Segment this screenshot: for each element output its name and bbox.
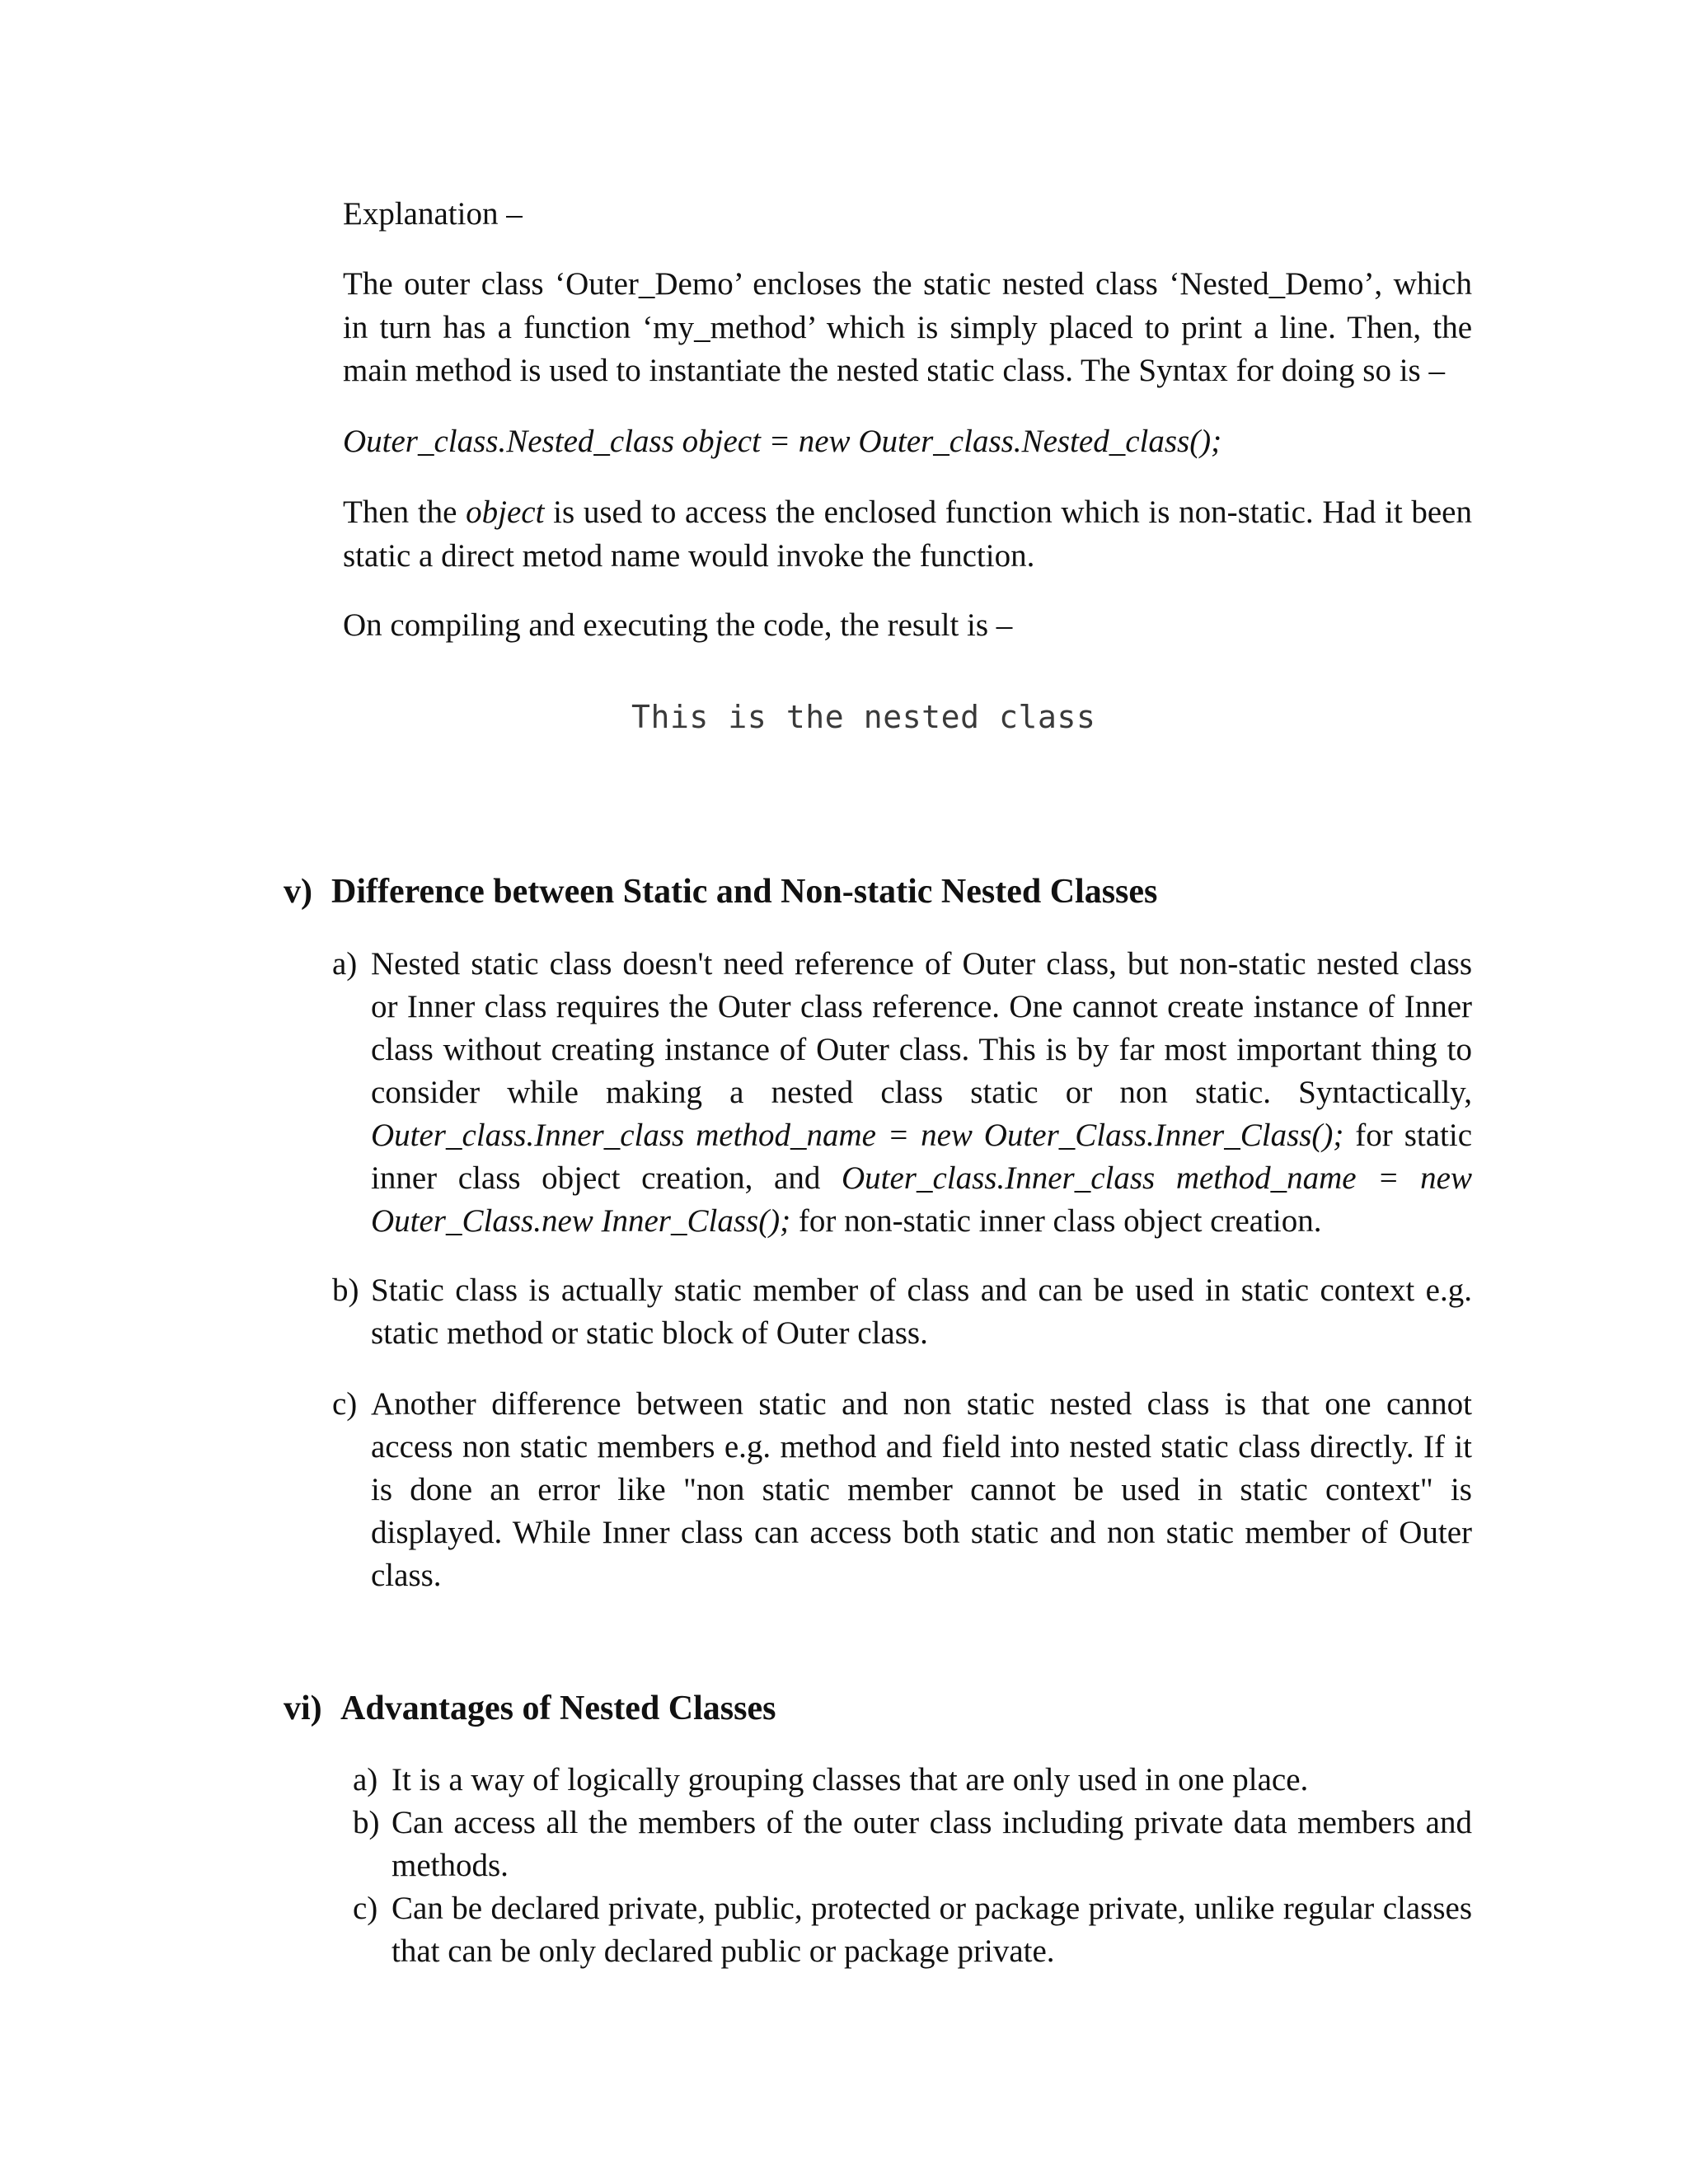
program-output: This is the nested class — [631, 699, 1096, 735]
list-item — [353, 1887, 1472, 1973]
list-item — [332, 943, 1473, 1243]
list-marker: b) — [332, 1272, 359, 1308]
list-marker: c) — [353, 1891, 378, 1926]
item-text: Can be declared private, public, protected or package private, unlike regular classes that can be only declared public or package private. — [392, 1891, 1472, 1969]
list-marker: c) — [332, 1386, 358, 1422]
item-code-static: Outer_class.Inner_class method_name = new Outer_Class.Inner_Class(); — [371, 1118, 1344, 1153]
list-marker: a) — [353, 1762, 378, 1797]
list-item — [353, 1759, 1472, 1802]
list-marker: b) — [353, 1805, 380, 1840]
item-text: Nested static class doesn't need reference of Outer class, but non-static nested class or Inner class requires the Outer class reference. One cannot create instance of Inner class without creating instance of Outer class. This is by far most important thing to consider while making a nested class static or non static. Syntactically, — [371, 946, 1472, 1110]
explanation-label: Explanation – — [343, 196, 523, 232]
item-text: Can access all the members of the outer class including private data members and methods. — [392, 1805, 1472, 1883]
item-text: for static inner class object creation, and — [371, 1118, 1473, 1196]
explanation-paragraph-2 — [343, 491, 1472, 578]
syntax-line: Outer_class.Nested_class object = new Outer_class.Nested_class(); — [343, 424, 1222, 459]
item-text: Another difference between static and non static nested class is that one cannot access non static members e.g. method and field into nested static class directly. If it is done an error like "non static member cannot be used in static context" is displayed. While Inner class can access both static and non static member of Outer class. — [371, 1386, 1472, 1593]
p2-text-after: is used to access the enclosed function which is non-static. Had it been static a direct metod name would invoke the function. — [343, 494, 1472, 574]
section-v-number: v) — [284, 873, 312, 911]
item-code-nonstatic: Outer_class.Inner_class method_name = new Outer_Class.new Inner_Class(); — [371, 1160, 1472, 1239]
section-vi-heading — [284, 1687, 776, 1730]
item-text: for non-static inner class object creation. — [790, 1203, 1322, 1239]
item-text: It is a way of logically grouping classes that are only used in one place. — [392, 1762, 1309, 1797]
list-item — [332, 1383, 1472, 1597]
list-marker: a) — [332, 946, 358, 982]
list-item — [353, 1802, 1472, 1887]
explanation-paragraph-1: The outer class ‘Outer_Demo’ encloses the static nested class ‘Nested_Demo’, which in turn has a function ‘my_method’ which is simply placed to print a line. Then, the main method is used to instantiate the nested static class. The Syntax for doing so is – — [343, 266, 1472, 388]
section-v-heading — [284, 870, 1157, 913]
p2-text-before: Then the — [343, 494, 467, 530]
item-text: Static class is actually static member of class and can be used in static context e.g. static method or static block of Outer class. — [371, 1272, 1472, 1351]
explanation-paragraph-3: On compiling and executing the code, the result is – — [343, 607, 1013, 643]
section-vi-title: Advantages of Nested Classes — [340, 1690, 776, 1727]
section-v-title: Difference between Static and Non-static Nested Classes — [331, 873, 1158, 911]
p2-italic-object: object — [466, 494, 545, 530]
section-vi-number: vi) — [284, 1690, 322, 1727]
list-item — [332, 1269, 1472, 1355]
